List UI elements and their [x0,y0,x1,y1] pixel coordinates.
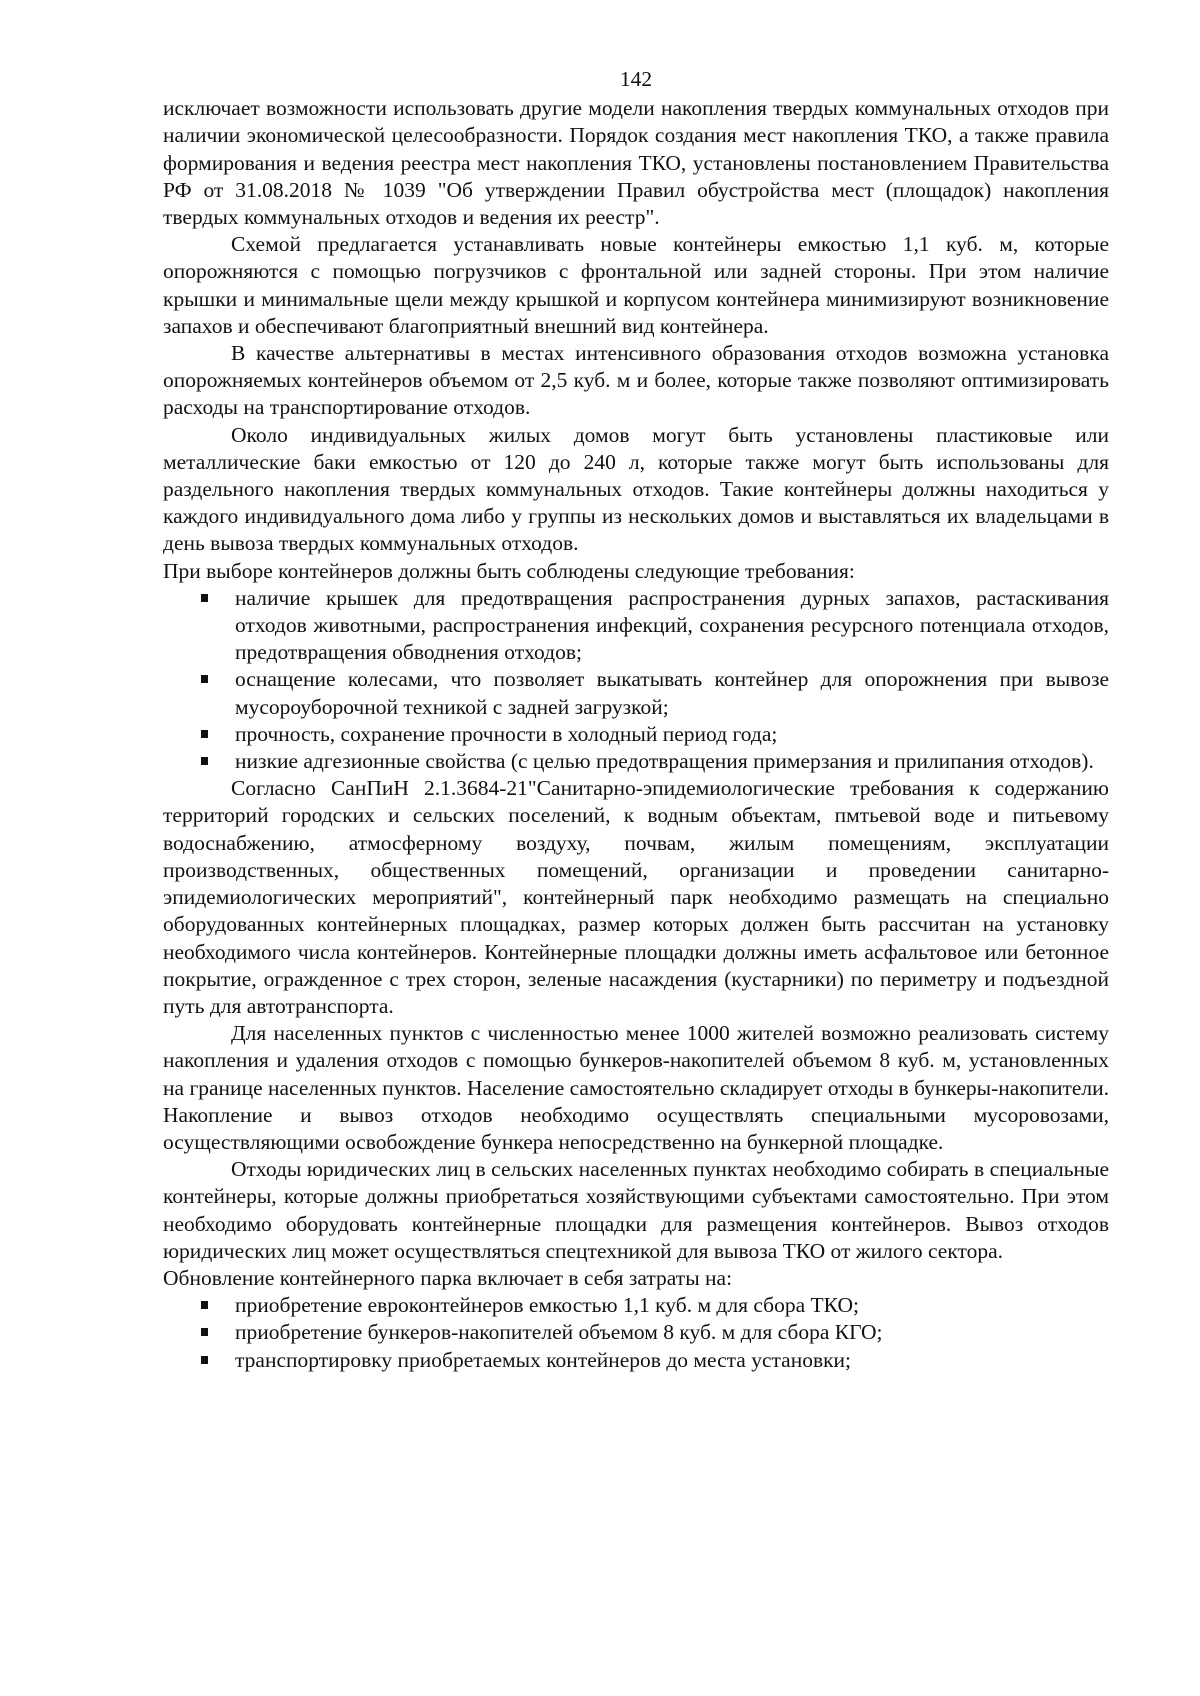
list-item-text: приобретение бункеров-накопителей объемом 8 куб. м для сбора КГО; [235,1320,883,1345]
list-item-text: прочность, сохранение прочности в холодный период года; [235,721,778,746]
list-item [163,748,1109,775]
paragraph-continuation: исключает возможности использовать другие модели накопления твердых коммунальных отходов при наличии экономической целесообразности. Порядок создания мест накопления ТКО, а также правила формирования и ведения реестра мест накопления ТКО, установлены постановлением Правительства РФ от 31.08.2018 № 1039 "Об утверждении Правил обустройства мест (площадок) накопления твердых коммунальных отходов и ведения их реестр". [163,96,1109,230]
bullet-icon [201,1301,208,1309]
paragraph-new-containers: Схемой предлагается устанавливать новые контейнеры емкостью 1,1 куб. м, которые опорожняются с помощью погрузчиков с фронтальной или задней стороны. При этом наличие крышки и минимальные щели между крышкой и корпусом контейнера минимизируют возникновение запахов и обеспечивают благоприятный внешний вид контейнера. [163,232,1109,338]
paragraph-sanpin: Согласно СанПиН 2.1.3684-21"Санитарно-эпидемиологические требования к содержанию территорий городских и сельских поселений, к водным объектам, пмтьевой воде и питьевому водоснабжению, атмосферному воздуху, почвам, жилым помещениям, эксплуатации производственных, общественных помещений, организации и проведении санитарно-эпидемиологических мероприятий", контейнерный парк необходимо размещать на специально оборудованных контейнерных площадках, размер которых должен быть рассчитан на установку необходимого числа контейнеров. Контейнерные площадки должны иметь асфальтовое или бетонное покрытие, огражденное с трех сторон, зеленые насаждения (кустарники) по периметру и подъездной путь для автотранспорта. [163,776,1109,1018]
bullet-icon [201,594,208,602]
paragraph-small-settlements: Для населенных пунктов с численностью менее 1000 жителей возможно реализовать систему накопления и удаления отходов с помощью бункеров-накопителей объемом 8 куб. м, установленных на границе населенных пунктов. Население самостоятельно складирует отходы в бункеры-накопители. Накопление и вывоз отходов необходимо осуществлять специальными мусоровозами, осуществляющими освобождение бункера непосредственно на бункерной площадке. [163,1021,1109,1154]
list-item [163,1319,1109,1346]
requirements-intro: При выборе контейнеров должны быть соблюдены следующие требования: [163,558,855,583]
bullet-icon [201,1356,208,1364]
list-item-text: низкие адгезионные свойства (с целью предотвращения примерзания и прилипания отходов). [235,749,1094,774]
list-item-text: транспортировку приобретаемых контейнеров до места установки; [235,1347,852,1372]
paragraph-individual-houses: Около индивидуальных жилых домов могут быть установлены пластиковые или металлические баки емкостью от 120 до 240 л, которые также могут быть использованы для раздельного накопления твердых коммунальных отходов. Такие контейнеры должны находиться у каждого индивидуального дома либо у группы из нескольких домов и выставляться их владельцами в день вывоза твердых коммунальных отходов. [163,422,1109,556]
bullet-icon [201,675,208,683]
bullet-icon [201,1328,208,1336]
paragraph-alternative-containers: В качестве альтернативы в местах интенсивного образования отходов возможна установка опорожняемых контейнеров объемом от 2,5 куб. м и более, которые также позволяют оптимизировать расходы на транспортирование отходов. [163,341,1109,420]
list-item-text: оснащение колесами, что позволяет выкатывать контейнер для опорожнения при вывозе мусороуборочной техникой с задней загрузкой; [235,667,1109,719]
list-item [163,585,1109,667]
bullet-icon [201,730,208,738]
requirements-list [163,585,1109,775]
list-item [163,721,1109,748]
list-item-text: наличие крышек для предотвращения распространения дурных запахов, растаскивания отходов животными, распространения инфекций, сохранения ресурсного потенциала отходов, предотвращения обводнения отходов; [235,585,1109,665]
document-page [163,66,1109,1374]
list-item-text: приобретение евроконтейнеров емкостью 1,1 куб. м для сбора ТКО; [235,1293,859,1318]
costs-intro: Обновление контейнерного парка включает в себя затраты на: [163,1265,733,1290]
costs-list [163,1292,1109,1374]
list-item [163,1292,1109,1319]
list-item [163,666,1109,720]
list-item [163,1347,1109,1374]
page-number: 142 [619,67,653,91]
bullet-icon [201,757,208,765]
paragraph-legal-entities: Отходы юридических лиц в сельских населенных пунктах необходимо собирать в специальные контейнеры, которые должны приобретаться хозяйствующими субъектами самостоятельно. При этом необходимо оборудовать контейнерные площадки для размещения контейнеров. Вывоз отходов юридических лиц может осуществляться спецтехникой для вывоза ТКО от жилого сектора. [163,1157,1109,1263]
